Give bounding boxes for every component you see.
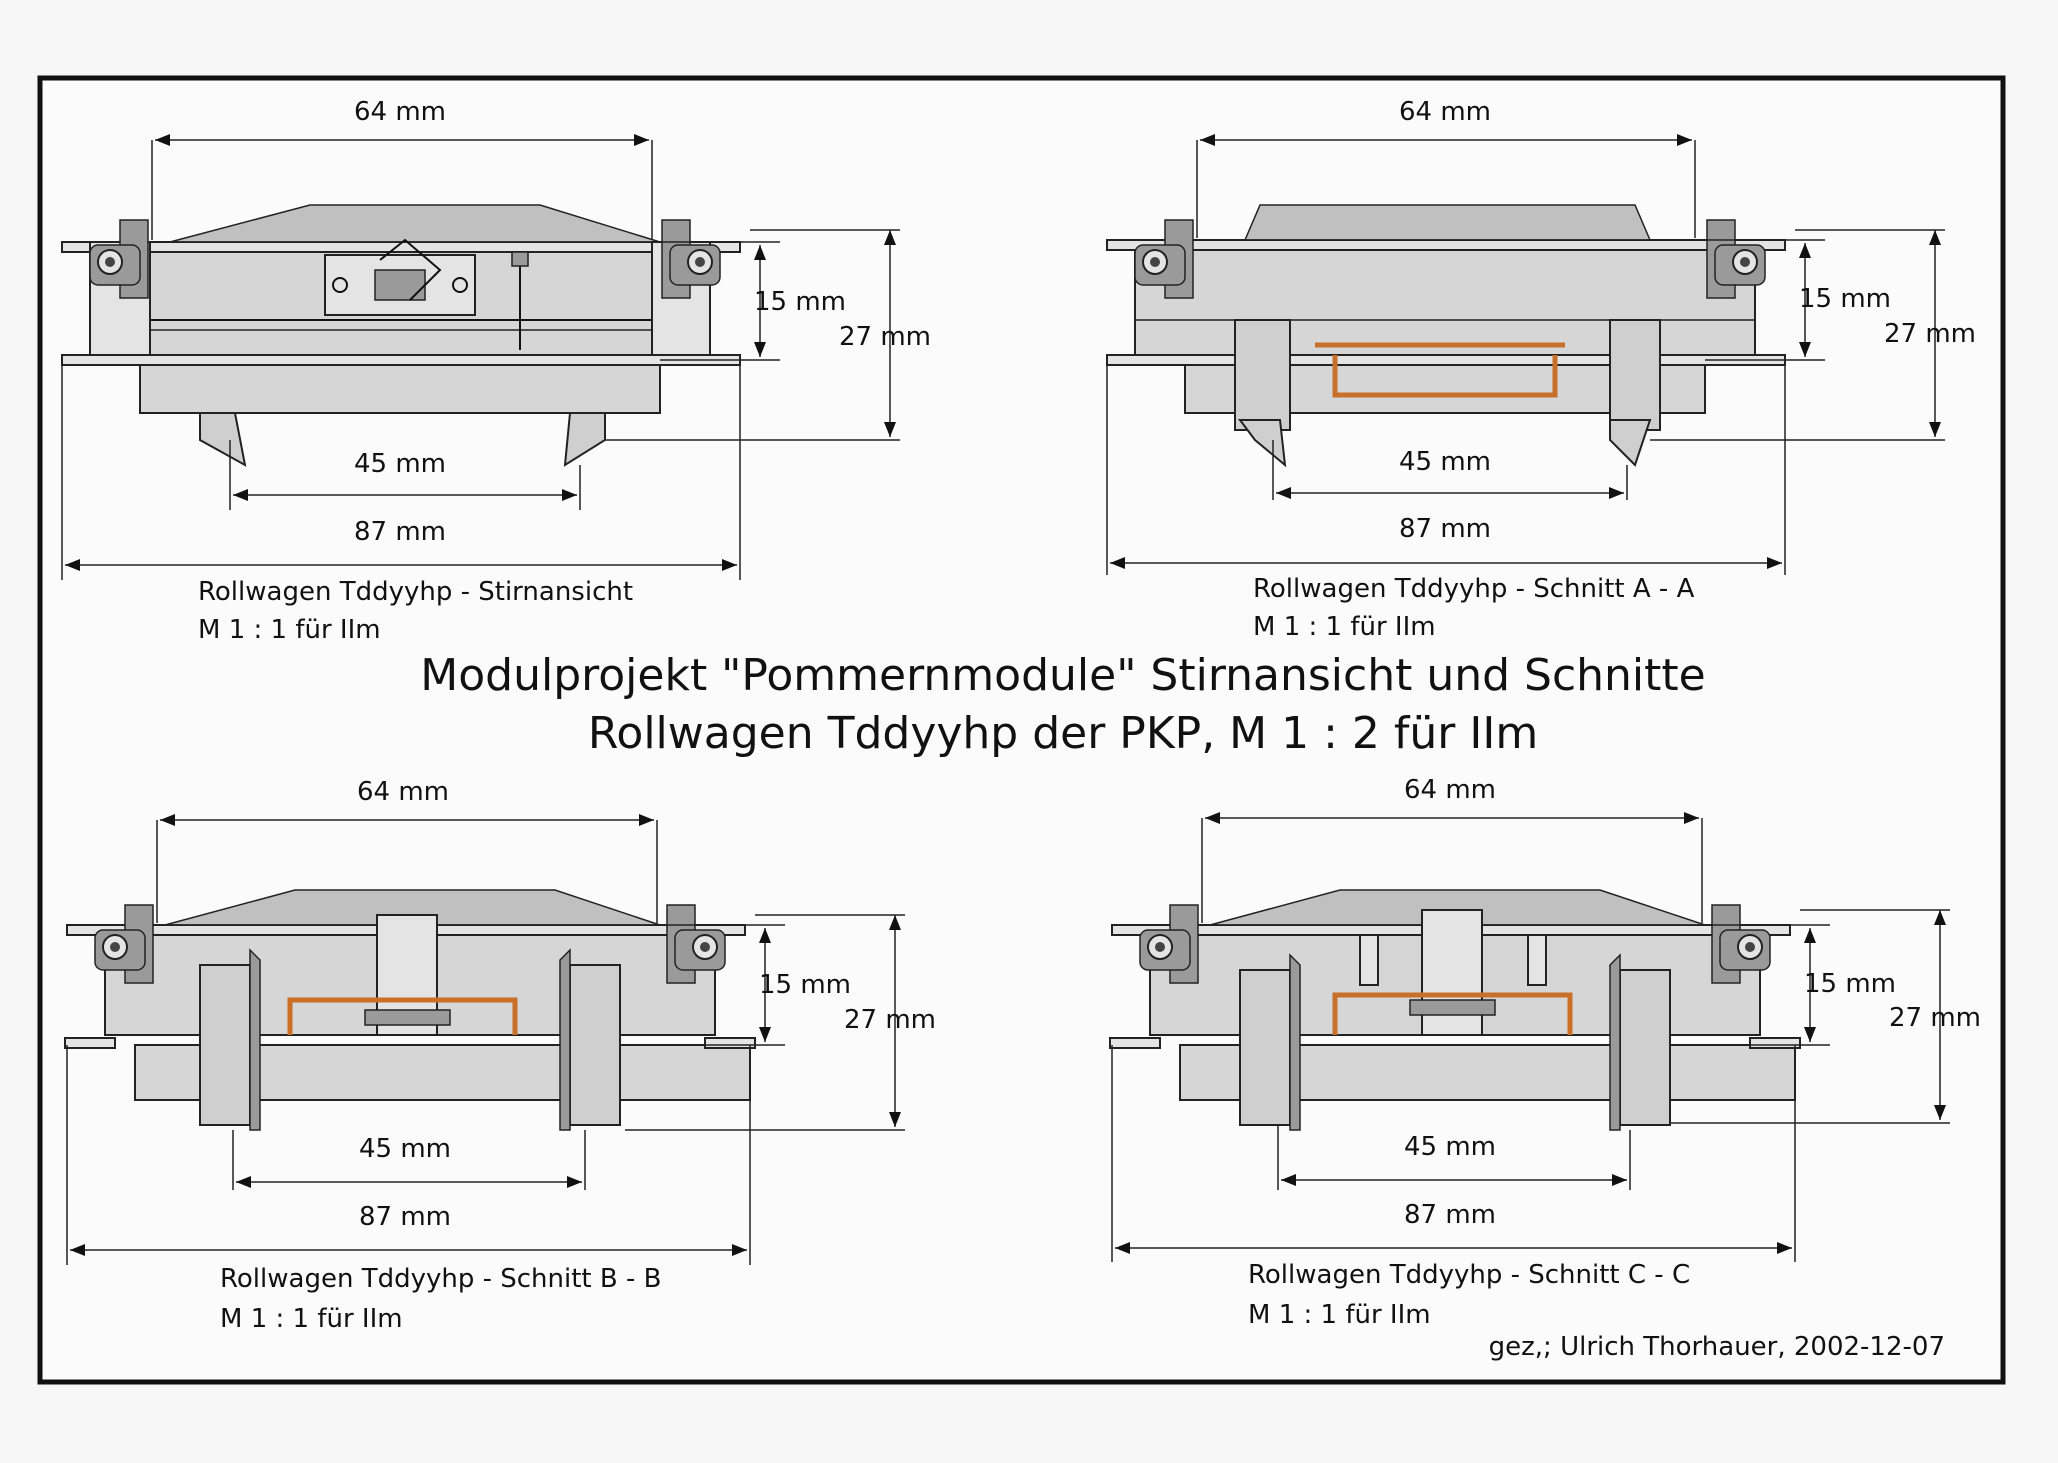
dim-top-width: 64 mm [353,97,447,127]
dim-height-27: 27 mm [1883,319,1977,349]
dim-height-15: 15 mm [1803,969,1897,999]
dim-gauge: 45 mm [1398,447,1492,477]
dim-height-27: 27 mm [838,322,932,352]
view-caption: Rollwagen Tddyyhp - Stirnansicht [198,577,634,607]
dim-overall-width: 87 mm [1398,514,1492,544]
view-caption: Rollwagen Tddyyhp - Schnitt B - B [220,1264,662,1294]
dim-gauge: 45 mm [353,449,447,479]
view-scale: M 1 : 1 für IIm [220,1304,403,1334]
dim-overall-width: 87 mm [353,517,447,547]
dim-top-width: 64 mm [1403,775,1497,805]
dim-height-27: 27 mm [843,1005,937,1035]
dim-gauge: 45 mm [1403,1132,1497,1162]
drawing-title: Modulprojekt "Pommernmodule" Stirnansicht und Schnitte [420,650,1706,701]
view-scale: M 1 : 1 für IIm [198,615,381,645]
dim-top-width: 64 mm [1398,97,1492,127]
dim-height-15: 15 mm [753,287,847,317]
signature: gez,; Ulrich Thorhauer, 2002-12-07 [1488,1332,1945,1362]
view-caption: Rollwagen Tddyyhp - Schnitt A - A [1253,574,1695,604]
dim-height-27: 27 mm [1888,1003,1982,1033]
view-caption: Rollwagen Tddyyhp - Schnitt C - C [1248,1260,1691,1290]
dim-gauge: 45 mm [358,1134,452,1164]
dim-overall-width: 87 mm [358,1202,452,1232]
view-scale: M 1 : 1 für IIm [1248,1300,1431,1330]
view-scale: M 1 : 1 für IIm [1253,612,1436,642]
dim-height-15: 15 mm [758,970,852,1000]
dim-overall-width: 87 mm [1403,1200,1497,1230]
dim-top-width: 64 mm [356,777,450,807]
dim-height-15: 15 mm [1798,284,1892,314]
drawing-subtitle: Rollwagen Tddyyhp der PKP, M 1 : 2 für IIm [587,708,1539,759]
